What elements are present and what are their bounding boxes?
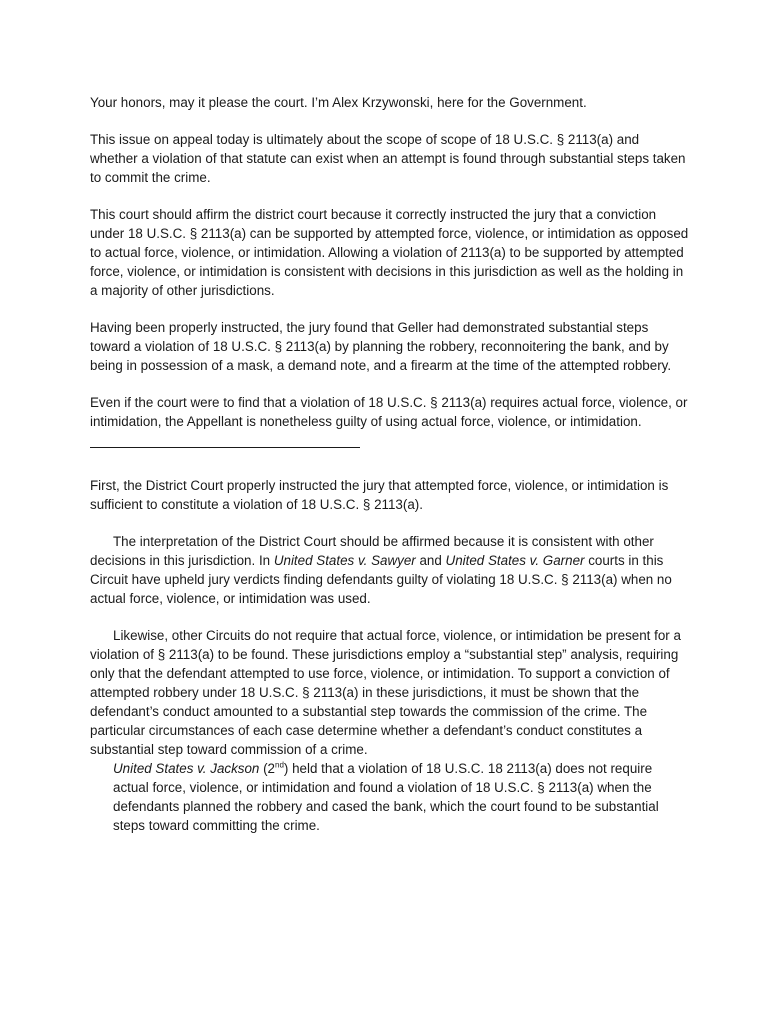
document-page: [90, 93, 690, 835]
interpretation-mid: and: [415, 553, 446, 568]
first-argument-paragraph: First, the District Court properly instructed the jury that attempted force, violence, or intimidation is sufficient to constitute a violation of 18 U.S.C. § 2113(a).: [90, 478, 669, 512]
jackson-paren-close: ): [283, 761, 289, 776]
ordinal-superscript: nd: [275, 760, 284, 770]
case-jackson: United States v. Jackson: [113, 761, 260, 776]
interpretation-tail: courts in this Circuit have upheld jury verdicts finding defendants guilty of violating 18 U.S.C. § 2113(a) when no actual force, violence, or intimidation was used.: [90, 553, 672, 606]
interpretation-paragraph: [90, 532, 690, 608]
section-divider: [90, 447, 360, 448]
affirm-paragraph: This court should affirm the district court because it correctly instructed the jury that a conviction under 18 U.S.C. § 2113(a) can be supported by attempted force, violence, or intimidation as opposed to actual force, violence, or intimidation. Allowing a violation of 2113(a) to be supported by attempted force, violence, or intimidation is consistent with decisions in this jurisdiction as well as the holding in a majority of other jurisdictions.: [90, 207, 689, 298]
interpretation-lead: The interpretation of the District Court should be affirmed because it is consistent with other decisions in this jurisdiction. In: [90, 534, 654, 568]
jackson-paragraph: [113, 759, 690, 835]
likewise-paragraph: Likewise, other Circuits do not require that actual force, violence, or intimidation be present for a violation of § 2113(a) to be found. These jurisdictions employ a “substantial step” analysis, requiring only that the defendant attempted to use force, violence, or intimidation. To support a conviction of attempted robbery under 18 U.S.C. § 2113(a) in these jurisdictions, it must be shown that the defendant’s conduct amounted to a substantial step towards the commission of the crime. The particular circumstances of each case determine whether a defendant’s conduct constitutes a substantial step toward commission of a crime.: [90, 628, 681, 757]
even-if-paragraph: Even if the court were to find that a violation of 18 U.S.C. § 2113(a) requires actual force, violence, or intimidation, the Appellant is nonetheless guilty of using actual force, violence, or intimidation.: [90, 395, 688, 429]
case-garner: United States v. Garner: [445, 553, 585, 568]
jackson-text: held that a violation of 18 U.S.C. 18 2113(a) does not require actual force, violence, or intimidation and found a violation of 18 U.S.C. § 2113(a) when the defendants planned the robbery and cased the bank, which the court found to be substantial steps toward committing the crime.: [113, 761, 659, 833]
instructed-paragraph: Having been properly instructed, the jury found that Geller had demonstrated substantial steps toward a violation of 18 U.S.C. § 2113(a) by planning the robbery, reconnoitering the bank, and by being in possession of a mask, a demand note, and a firearm at the time of the attempted robbery.: [90, 320, 672, 373]
issue-paragraph: This issue on appeal today is ultimately about the scope of scope of 18 U.S.C. § 2113(a) and whether a violation of that statute can exist when an attempt is found through substantial steps taken to commit the crime.: [90, 132, 686, 185]
opening-paragraph: Your honors, may it please the court. I’m Alex Krzywonski, here for the Government.: [90, 95, 587, 110]
jackson-paren-open: (2: [259, 761, 276, 776]
case-sawyer: United States v. Sawyer: [273, 553, 416, 568]
